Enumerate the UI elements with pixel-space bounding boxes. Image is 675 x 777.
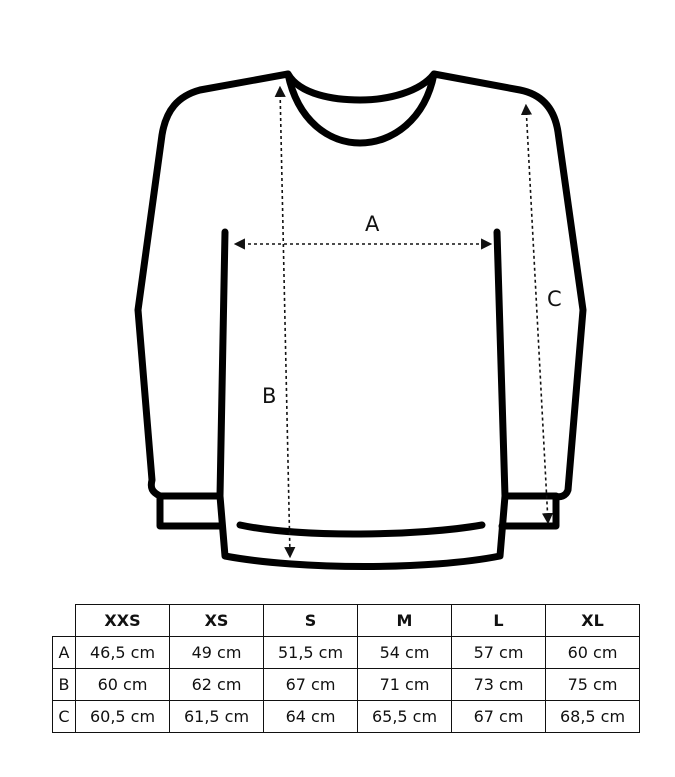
table-corner: [53, 605, 76, 637]
table-cell: 68,5 cm: [546, 701, 640, 733]
table-cell: 75 cm: [546, 669, 640, 701]
table-cell: 71 cm: [358, 669, 452, 701]
size-header-l: L: [452, 605, 546, 637]
table-row: [53, 637, 640, 669]
table-cell: 62 cm: [170, 669, 264, 701]
table-row: [53, 669, 640, 701]
left-side-seam: [220, 232, 225, 496]
size-header-xxs: XXS: [76, 605, 170, 637]
size-header-s: S: [264, 605, 358, 637]
table-cell: 54 cm: [358, 637, 452, 669]
table-cell: 67 cm: [264, 669, 358, 701]
left-cuff: [160, 496, 220, 526]
label-b: B: [262, 384, 277, 408]
table-cell: 60 cm: [76, 669, 170, 701]
right-side-seam: [497, 232, 505, 496]
size-header-xs: XS: [170, 605, 264, 637]
size-table: [52, 604, 640, 733]
sweater-outline: [138, 74, 583, 567]
collar-curve: [288, 74, 434, 143]
table-cell: 65,5 cm: [358, 701, 452, 733]
table-cell: 67 cm: [452, 701, 546, 733]
row-key-c: C: [53, 701, 76, 733]
table-cell: 73 cm: [452, 669, 546, 701]
size-header-row: [53, 605, 640, 637]
label-a: A: [365, 212, 380, 236]
label-c: C: [547, 287, 562, 311]
row-key-a: A: [53, 637, 76, 669]
table-cell: 60,5 cm: [76, 701, 170, 733]
table-cell: 61,5 cm: [170, 701, 264, 733]
table-cell: 49 cm: [170, 637, 264, 669]
arrow-b: [280, 88, 290, 556]
hem-band: [240, 525, 482, 534]
row-key-b: B: [53, 669, 76, 701]
table-cell: 46,5 cm: [76, 637, 170, 669]
size-header-xl: XL: [546, 605, 640, 637]
arrow-c: [526, 106, 548, 522]
table-row: [53, 701, 640, 733]
table-cell: 57 cm: [452, 637, 546, 669]
table-cell: 64 cm: [264, 701, 358, 733]
table-cell: 60 cm: [546, 637, 640, 669]
size-header-m: M: [358, 605, 452, 637]
table-cell: 51,5 cm: [264, 637, 358, 669]
